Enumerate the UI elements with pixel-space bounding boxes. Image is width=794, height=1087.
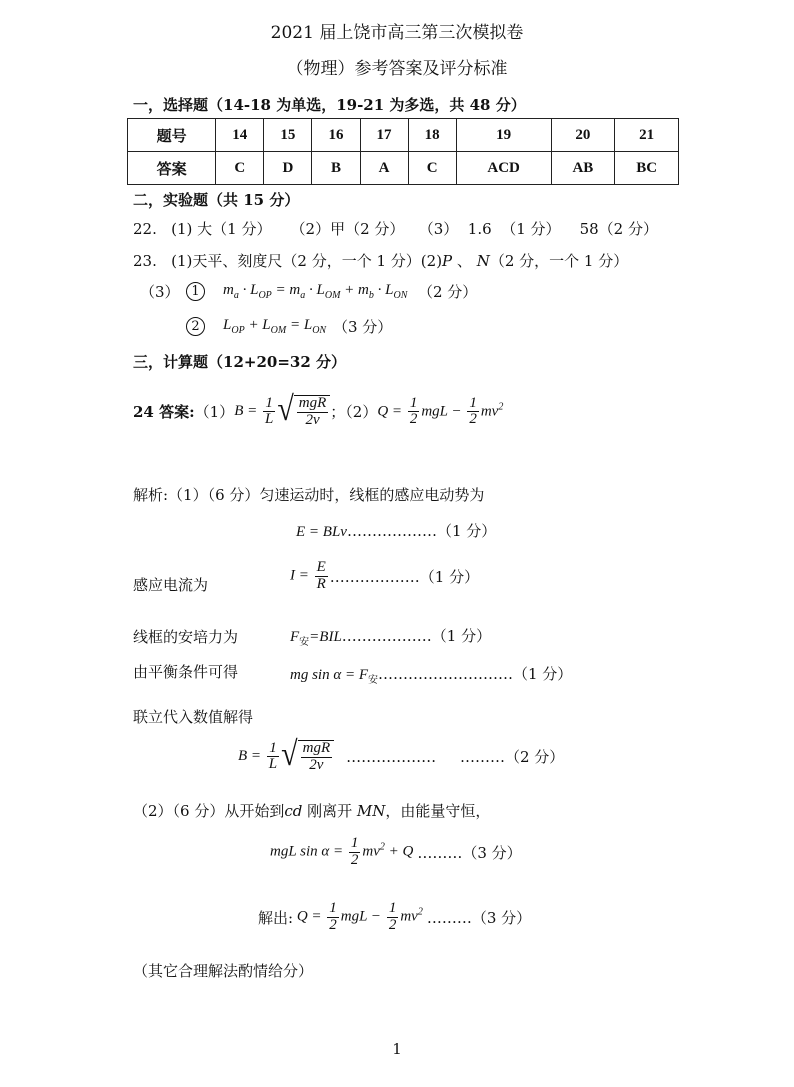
q23-part3-label: （3） xyxy=(140,283,180,301)
page-title: 2021 届上饶市高三第三次模拟卷 xyxy=(270,23,524,43)
q23-P: P xyxy=(442,252,453,270)
q24-formula-B: B = $\frac{1}{L}$ √ $\frac{\text{mgR}}{2v}$ xyxy=(234,395,330,429)
q23-circle-1: 1 xyxy=(186,281,205,301)
label-solve: 联立代入数值解得 xyxy=(133,708,254,726)
q23-eq1-score: （2 分） xyxy=(418,283,478,301)
q24-formula-Q: Q = $\frac{1}{2}$ mgL − $\frac{1}{2}$ $mv^2$ xyxy=(377,394,504,428)
q23-text-a: 23. (1)天平、刻度尺（2 分，一个 1 分）(2) xyxy=(133,252,443,270)
table-cell: ACD xyxy=(456,152,551,185)
q23-N: N xyxy=(476,252,490,270)
q23-circle-2: 2 xyxy=(186,316,205,336)
table-row-label: 答案 xyxy=(128,152,216,185)
q24-label: 24 答案: xyxy=(133,403,195,422)
q24-part2: ；（2） xyxy=(330,403,378,422)
table-cell: C xyxy=(216,152,264,185)
q23-equation-2: $L_{OP} + L_{OM} = L_{ON}$ xyxy=(223,317,327,336)
q23-text-b: （2 分，一个 1 分） xyxy=(489,252,629,270)
section3-heading: 三，计算题（12+20=32 分） xyxy=(133,353,346,371)
q23-sep: 、 xyxy=(452,252,472,270)
table-cell: AB xyxy=(551,152,615,185)
section1-heading: 一，选择题（14-18 为单选，19-21 为多选，共 48 分） xyxy=(133,96,526,114)
table-cell: 14 xyxy=(216,119,264,152)
eq-E-line: E = BLv………………（1 分） xyxy=(296,522,497,540)
table-cell: 21 xyxy=(615,119,679,152)
q24-answer-line xyxy=(133,390,504,429)
q23-eq2-score: （3 分） xyxy=(333,318,393,336)
section2-heading: 二，实验题（共 15 分） xyxy=(133,191,300,209)
table-cell: D xyxy=(264,152,312,185)
table-cell: 20 xyxy=(551,119,615,152)
table-cell: 18 xyxy=(408,119,456,152)
q24-part1: （1） xyxy=(194,403,235,422)
answer-table xyxy=(127,118,679,185)
eq-energy-line: mgL sin α = $\frac{1}{2}$ $mv^2 + Q$ ………（3 分） xyxy=(270,835,522,868)
label-I: 感应电流为 xyxy=(133,576,209,594)
label-balance: 由平衡条件可得 xyxy=(133,663,239,681)
page-subtitle: （物理）参考答案及评分标准 xyxy=(286,59,508,79)
table-cell: A xyxy=(360,152,408,185)
table-cell: 19 xyxy=(456,119,551,152)
page-number: 1 xyxy=(392,1040,402,1058)
table-cell: 17 xyxy=(360,119,408,152)
part2-line: （2）（6 分）从开始到cd 刚离开 MN，由能量守恒， xyxy=(133,802,491,820)
analysis-intro: 解析:（1）（6 分）匀速运动时，线框的感应电动势为 xyxy=(133,486,485,504)
table-row xyxy=(128,119,679,152)
table-cell: BC xyxy=(615,152,679,185)
table-row xyxy=(128,152,679,185)
table-row-label: 题号 xyxy=(128,119,216,152)
table-cell: C xyxy=(408,152,456,185)
q23-line1 xyxy=(133,250,628,271)
table-cell: 16 xyxy=(312,119,360,152)
eq-I-line: I = $\frac{E}{R}$ ………………（1 分） xyxy=(290,559,480,592)
table-cell: 15 xyxy=(264,119,312,152)
note: （其它合理解法酌情给分） xyxy=(133,962,314,980)
label-F: 线框的安培力为 xyxy=(133,628,239,646)
q22-line: 22. (1) 大（1 分） （2）甲（2 分） （3） 1.6 （1 分） 58（2 分） xyxy=(133,220,658,238)
eq-B-line: B = $\frac{1}{L}$ √ $\frac{\text{mgR}}{2v}$ ……………… ………（2 分） xyxy=(238,735,565,774)
q23-equation-1: $m_a \cdot L_{OP} = m_a \cdot L_{OM} + m_b \cdot L_{ON}$ xyxy=(223,282,408,301)
eq-F-line: $F_安=BIL\dots\dots\dots\dots\dots\dots(1$ 分） xyxy=(290,627,492,648)
table-cell: B xyxy=(312,152,360,185)
eq-Q-line: 解出: Q = $\frac{1}{2}$ mgL − $\frac{1}{2}$ $mv^2$ ………（3 分） xyxy=(258,900,532,933)
eq-balance-line: mg $\sin \alpha = F_安\dots\dots\dots\dots\dots\dots\dots\dots\dots(1$ 分） xyxy=(290,665,573,686)
